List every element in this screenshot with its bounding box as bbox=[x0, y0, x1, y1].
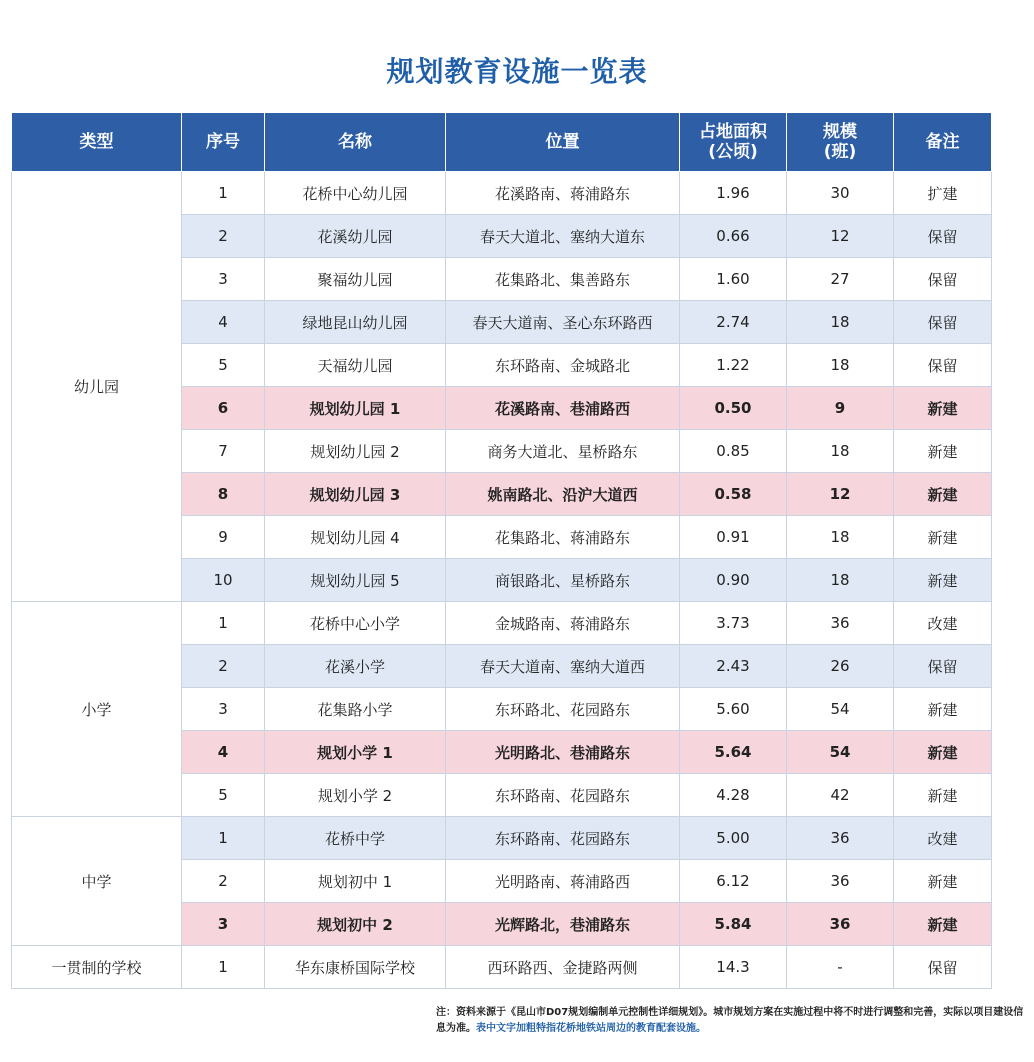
table-row bbox=[12, 172, 992, 215]
location-cell: 光辉路北，巷浦路东 bbox=[446, 903, 680, 946]
type-cell: 中学 bbox=[12, 817, 182, 946]
scale-cell: 18 bbox=[787, 301, 894, 344]
no-cell: 1 bbox=[182, 602, 265, 645]
remark-cell: 新建 bbox=[894, 516, 992, 559]
name-cell: 花溪小学 bbox=[265, 645, 446, 688]
name-cell: 花桥中学 bbox=[265, 817, 446, 860]
remark-cell: 新建 bbox=[894, 430, 992, 473]
location-cell: 春天大道北、塞纳大道东 bbox=[446, 215, 680, 258]
no-cell: 3 bbox=[182, 688, 265, 731]
header-area-label: 占地面积 bbox=[699, 122, 767, 142]
no-cell: 1 bbox=[182, 946, 265, 989]
remark-cell: 保留 bbox=[894, 946, 992, 989]
scale-cell: 26 bbox=[787, 645, 894, 688]
name-cell: 华东康桥国际学校 bbox=[265, 946, 446, 989]
name-cell: 规划幼儿园 2 bbox=[265, 430, 446, 473]
no-cell: 2 bbox=[182, 215, 265, 258]
area-cell: 2.74 bbox=[680, 301, 787, 344]
scale-cell: 18 bbox=[787, 344, 894, 387]
page-title: 规划教育设施一览表 bbox=[386, 55, 648, 88]
location-cell: 东环路南、花园路东 bbox=[446, 817, 680, 860]
scale-cell: 36 bbox=[787, 903, 894, 946]
no-cell: 6 bbox=[182, 387, 265, 430]
header-location: 位置 bbox=[446, 113, 680, 172]
area-cell: 5.00 bbox=[680, 817, 787, 860]
remark-cell: 新建 bbox=[894, 774, 992, 817]
area-cell: 0.85 bbox=[680, 430, 787, 473]
header-no: 序号 bbox=[182, 113, 265, 172]
header-scale-label: 规模 bbox=[823, 122, 857, 142]
location-cell: 花集路北、集善路东 bbox=[446, 258, 680, 301]
no-cell: 4 bbox=[182, 731, 265, 774]
no-cell: 5 bbox=[182, 774, 265, 817]
area-cell: 5.60 bbox=[680, 688, 787, 731]
area-cell: 5.84 bbox=[680, 903, 787, 946]
header-scale bbox=[787, 113, 894, 172]
remark-cell: 改建 bbox=[894, 602, 992, 645]
remark-cell: 新建 bbox=[894, 559, 992, 602]
remark-cell: 新建 bbox=[894, 731, 992, 774]
scale-cell: 12 bbox=[787, 215, 894, 258]
education-facilities-table bbox=[11, 112, 992, 989]
area-cell: 1.22 bbox=[680, 344, 787, 387]
name-cell: 聚福幼儿园 bbox=[265, 258, 446, 301]
table-row bbox=[12, 946, 992, 989]
table-header-row bbox=[12, 113, 992, 172]
location-cell: 花集路北、蒋浦路东 bbox=[446, 516, 680, 559]
type-cell: 幼儿园 bbox=[12, 172, 182, 602]
name-cell: 天福幼儿园 bbox=[265, 344, 446, 387]
area-cell: 4.28 bbox=[680, 774, 787, 817]
location-cell: 金城路南、蒋浦路东 bbox=[446, 602, 680, 645]
no-cell: 8 bbox=[182, 473, 265, 516]
name-cell: 规划幼儿园 4 bbox=[265, 516, 446, 559]
name-cell: 规划初中 1 bbox=[265, 860, 446, 903]
footnote-main: 注：资料来源于《昆山市D07规划编制单元控制性详细规划》。城市规划方案在实施过程中将不时进行调整和完善，实际以项目建设信息为准。 bbox=[436, 1007, 1024, 1034]
remark-cell: 新建 bbox=[894, 860, 992, 903]
scale-cell: 42 bbox=[787, 774, 894, 817]
area-cell: 0.91 bbox=[680, 516, 787, 559]
header-name: 名称 bbox=[265, 113, 446, 172]
no-cell: 2 bbox=[182, 645, 265, 688]
remark-cell: 扩建 bbox=[894, 172, 992, 215]
location-cell: 东环路南、花园路东 bbox=[446, 774, 680, 817]
scale-cell: 36 bbox=[787, 860, 894, 903]
location-cell: 春天大道南、圣心东环路西 bbox=[446, 301, 680, 344]
area-cell: 6.12 bbox=[680, 860, 787, 903]
table-body bbox=[12, 172, 992, 989]
scale-cell: - bbox=[787, 946, 894, 989]
name-cell: 绿地昆山幼儿园 bbox=[265, 301, 446, 344]
type-cell: 小学 bbox=[12, 602, 182, 817]
no-cell: 10 bbox=[182, 559, 265, 602]
area-cell: 0.58 bbox=[680, 473, 787, 516]
table-row bbox=[12, 602, 992, 645]
area-cell: 0.66 bbox=[680, 215, 787, 258]
remark-cell: 新建 bbox=[894, 688, 992, 731]
name-cell: 花集路小学 bbox=[265, 688, 446, 731]
no-cell: 3 bbox=[182, 258, 265, 301]
location-cell: 姚南路北、沿沪大道西 bbox=[446, 473, 680, 516]
location-cell: 花溪路南、蒋浦路东 bbox=[446, 172, 680, 215]
area-cell: 2.43 bbox=[680, 645, 787, 688]
remark-cell: 改建 bbox=[894, 817, 992, 860]
location-cell: 东环路南、金城路北 bbox=[446, 344, 680, 387]
remark-cell: 新建 bbox=[894, 903, 992, 946]
remark-cell: 新建 bbox=[894, 473, 992, 516]
header-type: 类型 bbox=[12, 113, 182, 172]
no-cell: 7 bbox=[182, 430, 265, 473]
scale-cell: 54 bbox=[787, 731, 894, 774]
area-cell: 0.90 bbox=[680, 559, 787, 602]
remark-cell: 新建 bbox=[894, 387, 992, 430]
header-area-unit: (公顷) bbox=[708, 142, 758, 162]
scale-cell: 12 bbox=[787, 473, 894, 516]
name-cell: 规划初中 2 bbox=[265, 903, 446, 946]
header-remark: 备注 bbox=[894, 113, 992, 172]
name-cell: 规划幼儿园 3 bbox=[265, 473, 446, 516]
header-area bbox=[680, 113, 787, 172]
scale-cell: 18 bbox=[787, 430, 894, 473]
location-cell: 西环路西、金捷路两侧 bbox=[446, 946, 680, 989]
name-cell: 规划幼儿园 1 bbox=[265, 387, 446, 430]
area-cell: 0.50 bbox=[680, 387, 787, 430]
location-cell: 光明路北、巷浦路东 bbox=[446, 731, 680, 774]
name-cell: 花溪幼儿园 bbox=[265, 215, 446, 258]
location-cell: 春天大道南、塞纳大道西 bbox=[446, 645, 680, 688]
area-cell: 3.73 bbox=[680, 602, 787, 645]
footnote-highlight: 表中文字加粗特指花桥地铁站周边的教育配套设施。 bbox=[476, 1023, 706, 1034]
remark-cell: 保留 bbox=[894, 645, 992, 688]
area-cell: 14.3 bbox=[680, 946, 787, 989]
footnote bbox=[436, 1005, 1024, 1037]
remark-cell: 保留 bbox=[894, 258, 992, 301]
scale-cell: 30 bbox=[787, 172, 894, 215]
no-cell: 3 bbox=[182, 903, 265, 946]
scale-cell: 36 bbox=[787, 602, 894, 645]
scale-cell: 18 bbox=[787, 516, 894, 559]
scale-cell: 9 bbox=[787, 387, 894, 430]
scale-cell: 18 bbox=[787, 559, 894, 602]
name-cell: 规划幼儿园 5 bbox=[265, 559, 446, 602]
area-cell: 1.60 bbox=[680, 258, 787, 301]
scale-cell: 54 bbox=[787, 688, 894, 731]
no-cell: 1 bbox=[182, 817, 265, 860]
no-cell: 2 bbox=[182, 860, 265, 903]
no-cell: 1 bbox=[182, 172, 265, 215]
remark-cell: 保留 bbox=[894, 344, 992, 387]
scale-cell: 27 bbox=[787, 258, 894, 301]
type-cell: 一贯制的学校 bbox=[12, 946, 182, 989]
area-cell: 1.96 bbox=[680, 172, 787, 215]
no-cell: 4 bbox=[182, 301, 265, 344]
area-cell: 5.64 bbox=[680, 731, 787, 774]
header-scale-unit: (班) bbox=[823, 142, 857, 162]
no-cell: 5 bbox=[182, 344, 265, 387]
location-cell: 东环路北、花园路东 bbox=[446, 688, 680, 731]
remark-cell: 保留 bbox=[894, 301, 992, 344]
no-cell: 9 bbox=[182, 516, 265, 559]
name-cell: 规划小学 1 bbox=[265, 731, 446, 774]
remark-cell: 保留 bbox=[894, 215, 992, 258]
location-cell: 商务大道北、星桥路东 bbox=[446, 430, 680, 473]
location-cell: 花溪路南、巷浦路西 bbox=[446, 387, 680, 430]
location-cell: 商银路北、星桥路东 bbox=[446, 559, 680, 602]
location-cell: 光明路南、蒋浦路西 bbox=[446, 860, 680, 903]
name-cell: 花桥中心小学 bbox=[265, 602, 446, 645]
scale-cell: 36 bbox=[787, 817, 894, 860]
table-row bbox=[12, 817, 992, 860]
name-cell: 规划小学 2 bbox=[265, 774, 446, 817]
name-cell: 花桥中心幼儿园 bbox=[265, 172, 446, 215]
